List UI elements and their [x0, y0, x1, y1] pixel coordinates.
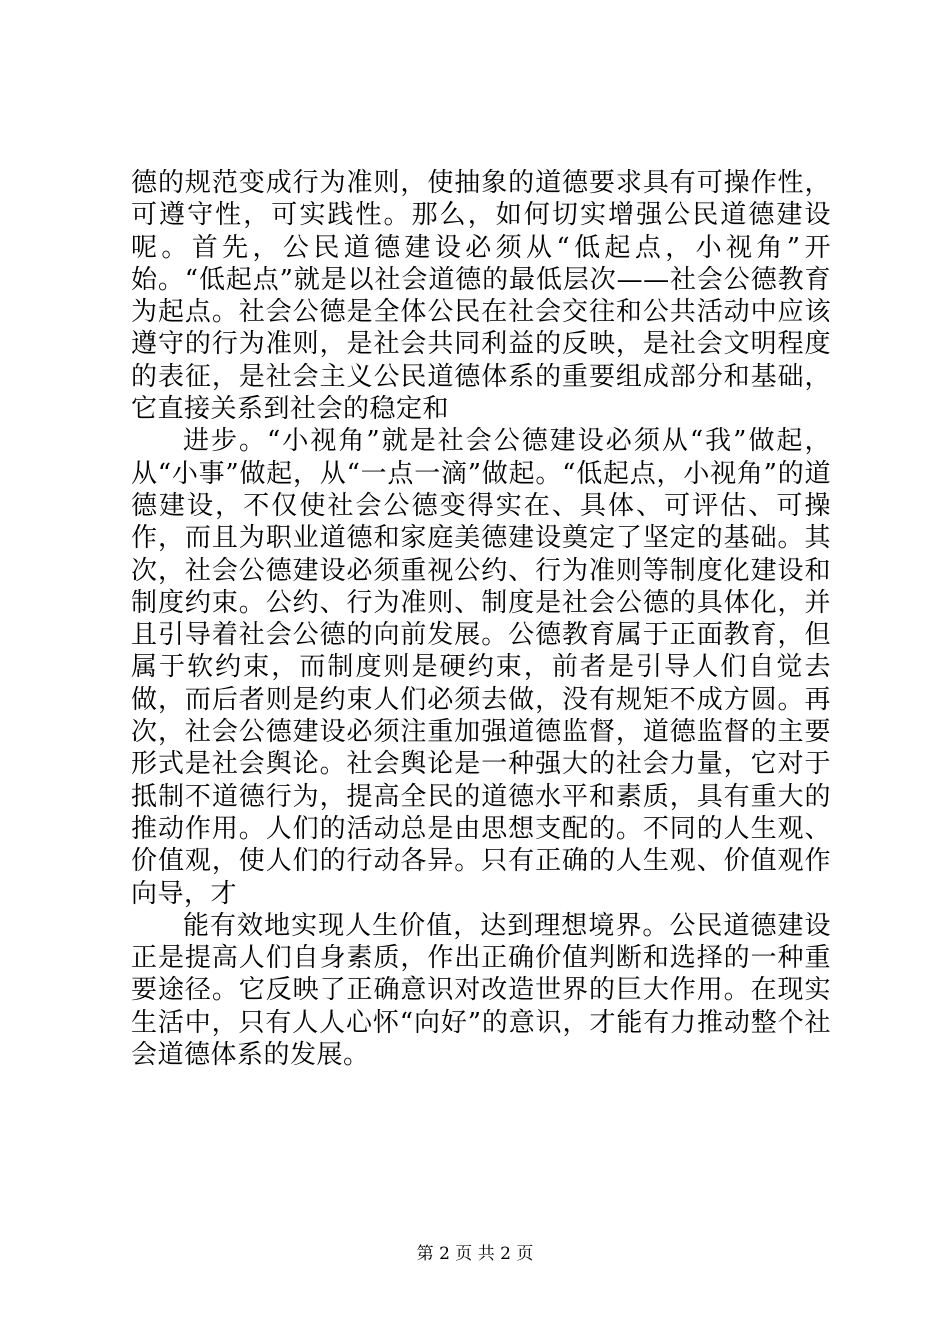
page-number-footer: 第 2 页 共 2 页 — [416, 1244, 534, 1264]
paragraph-1: 德的规范变成行为准则，使抽象的道德要求具有可操作性，可遵守性，可实践性。那么，如何切实增强公民道德建设呢。首先，公民道德建设必须从“低起点，小视角”开始。“低起点”就是以社会道德的最低层次——社会公德教育为起点。社会公德是全体公民在社会交往和公共活动中应该遵守的行为准则，是社会共同利益的反映，是社会文明程度的表征，是社会主义公民道德体系的重要组成部分和基础，它直接关系到社会的稳定和 — [131, 168, 831, 425]
paragraph-2: 进步。“小视角”就是社会公德建设必须从“我”做起，从“小事”做起，从“一点一滴”做起。“低起点，小视角”的道德建设，不仅使社会公德变得实在、具体、可评估、可操作，而且为职业道德和家庭美德建设奠定了坚定的基础。其次，社会公德建设必须重视公约、行为准则等制度化建设和制度约束。公约、行为准则、制度是社会公德的具体化，并且引导着社会公德的向前发展。公德教育属于正面教育，但属于软约束，而制度则是硬约束，前者是引导人们自觉去做，而后者则是约束人们必须去做，没有规矩不成方圆。再次，社会公德建设必须注重加强道德监督，道德监督的主要形式是社会舆论。社会舆论是一种强大的社会力量，它对于抵制不道德行为，提高全民的道德水平和素质，具有重大的推动作用。人们的活动总是由思想支配的。不同的人生观、价值观，使人们的行动各异。只有正确的人生观、价值观作向导，才 — [131, 426, 831, 909]
document-body — [131, 167, 831, 1071]
paragraph-3: 能有效地实现人生价值，达到理想境界。公民道德建设正是提高人们自身素质，作出正确价值判断和选择的一种重要途径。它反映了正确意识对改造世界的巨大作用。在现实生活中，只有人人心怀“向好”的意识，才能有力推动整个社会道德体系的发展。 — [131, 910, 831, 1071]
